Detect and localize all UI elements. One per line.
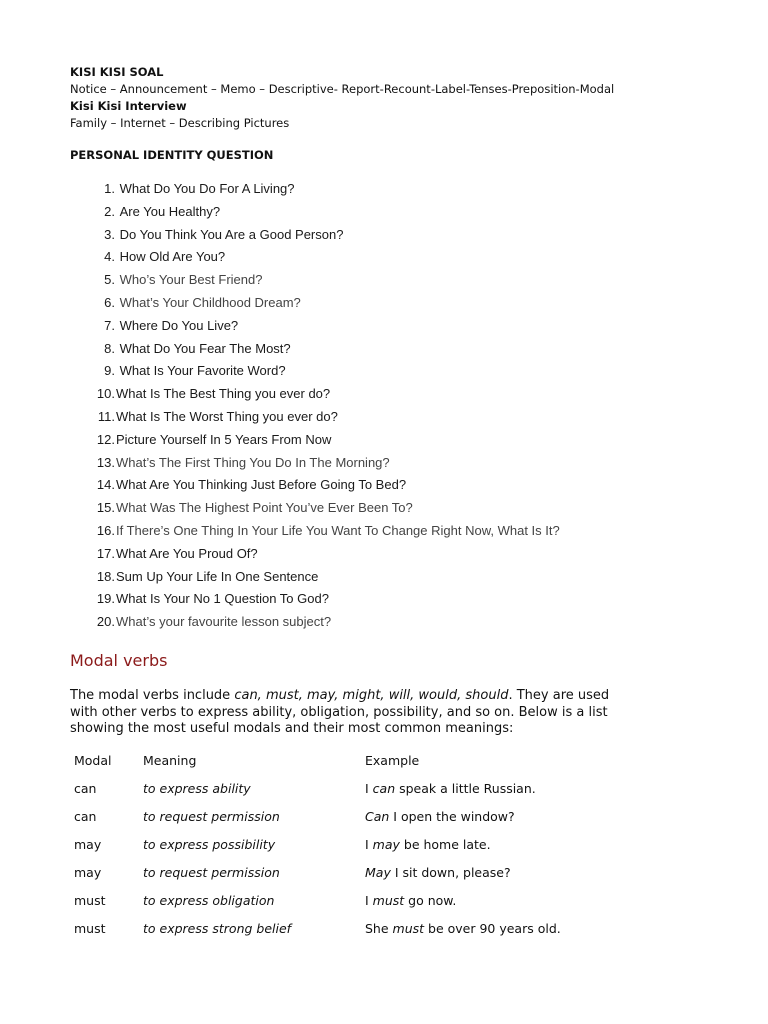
question-number: 11.	[97, 408, 115, 424]
cell-meaning: to request permission	[143, 808, 280, 824]
cell-example	[365, 914, 665, 942]
cell-modal: may	[74, 864, 102, 880]
question-number: 20.	[96, 614, 115, 630]
cell-modal: may	[74, 836, 102, 852]
question-item	[88, 178, 560, 201]
cell-meaning: to request permission	[143, 864, 280, 880]
cell-meaning: to express possibility	[143, 836, 276, 852]
cell-meaning: to express obligation	[143, 892, 275, 908]
intro-text: . They are used	[508, 688, 610, 703]
question-number: 17.	[96, 545, 115, 561]
question-number: 13.	[96, 454, 115, 470]
intro-line: with other verbs to express ability, obligation, possibility, and so on. Below is a list	[70, 704, 608, 720]
question-item	[88, 452, 560, 475]
question-item	[88, 224, 560, 247]
example-text: be over 90 years old.	[424, 920, 561, 936]
question-number: 19.	[96, 591, 115, 607]
example-text: I	[365, 780, 373, 796]
question-item	[88, 429, 560, 452]
question-list	[88, 178, 560, 634]
example-modal: may	[372, 836, 400, 852]
table-row	[70, 858, 665, 886]
table-row	[70, 914, 665, 942]
cell-modal: must	[74, 920, 106, 936]
header-interview-topics: Family – Internet – Describing Pictures	[70, 116, 290, 130]
cell-example	[365, 802, 665, 830]
question-item	[88, 474, 560, 497]
question-text: Are You Healthy?	[119, 203, 221, 219]
question-text: What’s Your Childhood Dream?	[119, 294, 301, 310]
cell-example	[365, 774, 665, 802]
question-item	[88, 201, 560, 224]
example-text: I	[365, 836, 373, 852]
example-text: speak a little Russian.	[395, 780, 536, 796]
question-item	[88, 360, 560, 383]
example-modal: Can	[365, 808, 390, 824]
question-text: What Are You Thinking Just Before Going To Bed?	[116, 477, 407, 493]
question-text: What’s The First Thing You Do In The Morning?	[116, 454, 390, 470]
question-item	[88, 520, 560, 543]
example-modal: must	[372, 892, 405, 908]
question-number: 14.	[96, 477, 115, 493]
header-topics: Notice – Announcement – Memo – Descriptive- Report-Recount-Label-Tenses-Preposition-Modal	[70, 82, 615, 96]
question-number: 4.	[104, 249, 115, 265]
question-text: What Are You Proud Of?	[116, 545, 258, 561]
question-number: 8.	[104, 340, 115, 356]
table-header-row	[70, 746, 665, 774]
question-number: 7.	[104, 317, 115, 333]
question-item	[88, 406, 560, 429]
cell-modal: can	[74, 780, 97, 796]
question-number: 9.	[104, 363, 115, 379]
question-item	[88, 315, 560, 338]
question-number: 12.	[96, 431, 115, 447]
cell-example	[365, 830, 665, 858]
question-item	[88, 292, 560, 315]
modal-verbs-intro	[70, 688, 710, 738]
question-text: What Do You Fear The Most?	[119, 340, 291, 356]
question-item	[88, 269, 560, 292]
question-number: 18.	[96, 568, 115, 584]
header-title: KISI KISI SOAL	[70, 65, 164, 79]
question-text: What Is The Best Thing you ever do?	[116, 386, 331, 402]
example-modal: must	[392, 920, 425, 936]
intro-line: showing the most useful modals and their most common meanings:	[70, 721, 514, 736]
question-text: What Was The Highest Point You’ve Ever Been To?	[116, 500, 413, 516]
question-number: 5.	[104, 272, 115, 288]
column-header-example: Example	[365, 752, 420, 768]
header-interview-title: Kisi Kisi Interview	[70, 99, 187, 113]
column-header-modal: Modal	[74, 752, 112, 768]
cell-modal: must	[74, 892, 106, 908]
example-text: I open the window?	[389, 808, 515, 824]
modal-verbs-table	[70, 746, 665, 942]
question-number: 6.	[104, 294, 115, 310]
question-text: Where Do You Live?	[119, 317, 239, 333]
question-text: If There’s One Thing In Your Life You Want To Change Right Now, What Is It?	[116, 522, 560, 538]
intro-modal-list: can, must, may, might, will, would, should	[234, 688, 509, 703]
question-text: What Is Your No 1 Question To God?	[116, 591, 329, 607]
question-item	[88, 543, 560, 566]
question-text: Sum Up Your Life In One Sentence	[116, 568, 319, 584]
question-item	[88, 497, 560, 520]
question-number: 1.	[104, 181, 115, 196]
table-row	[70, 774, 665, 802]
question-number: 10.	[96, 386, 115, 402]
cell-modal: can	[74, 808, 97, 824]
example-modal: May	[365, 864, 391, 880]
table-row	[70, 802, 665, 830]
table-row	[70, 830, 665, 858]
question-item	[88, 611, 560, 634]
question-text: What Is The Worst Thing you ever do?	[116, 408, 338, 424]
question-item	[88, 566, 560, 589]
cell-example	[365, 858, 665, 886]
intro-text: The modal verbs include	[70, 688, 235, 703]
question-item	[88, 338, 560, 361]
question-text: How Old Are You?	[119, 249, 226, 265]
question-text: Picture Yourself In 5 Years From Now	[116, 431, 332, 447]
question-number: 15.	[96, 500, 115, 516]
question-text: What Is Your Favorite Word?	[119, 363, 286, 379]
question-number: 3.	[104, 226, 115, 242]
question-text: Do You Think You Are a Good Person?	[119, 226, 344, 242]
question-text: What Do You Do For A Living?	[119, 181, 295, 196]
question-number: 2.	[104, 203, 115, 219]
question-text: What’s your favourite lesson subject?	[116, 614, 332, 630]
document-header	[70, 64, 614, 164]
question-text: Who’s Your Best Friend?	[119, 272, 263, 288]
example-text: I	[365, 892, 373, 908]
example-text: She	[365, 920, 393, 936]
column-header-meaning: Meaning	[143, 752, 197, 768]
example-text: go now.	[404, 892, 457, 908]
cell-example	[365, 886, 665, 914]
cell-meaning: to express strong belief	[143, 920, 292, 936]
table-row	[70, 886, 665, 914]
question-number: 16.	[96, 522, 115, 538]
cell-meaning: to express ability	[143, 780, 251, 796]
question-item	[88, 246, 560, 269]
question-item	[88, 588, 560, 611]
example-text: be home late.	[399, 836, 491, 852]
question-item	[88, 383, 560, 406]
example-modal: can	[372, 780, 396, 796]
example-text: I sit down, please?	[390, 864, 511, 880]
modal-verbs-heading: Modal verbs	[70, 651, 168, 670]
intro-line	[70, 688, 710, 705]
section-title: PERSONAL IDENTITY QUESTION	[70, 148, 274, 162]
